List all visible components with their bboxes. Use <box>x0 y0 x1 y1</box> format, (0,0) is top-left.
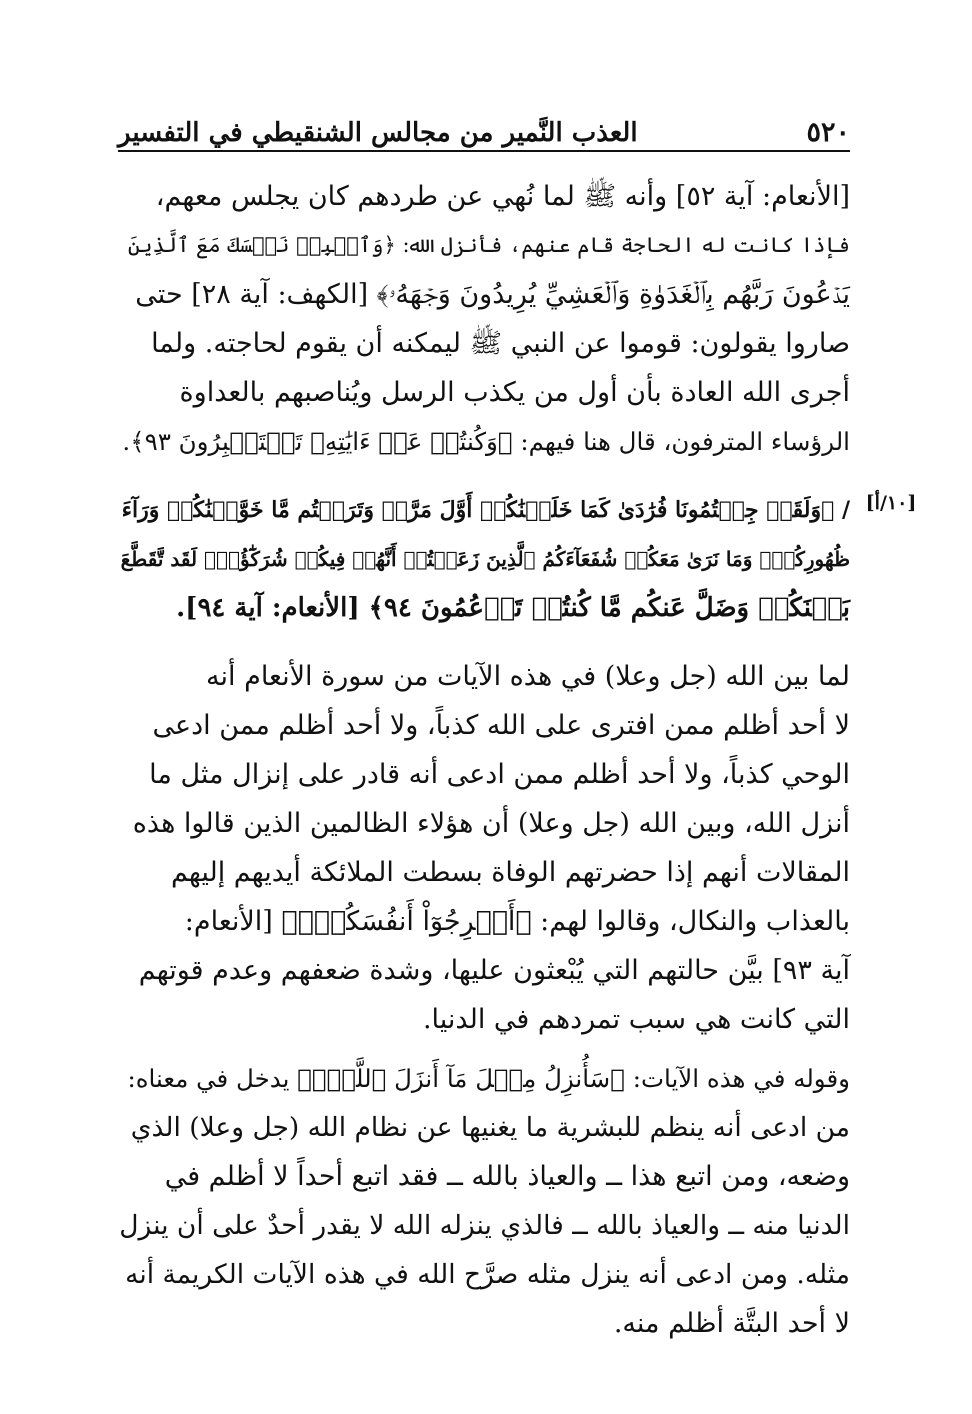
text-line: لا أحد البتَّة أظلم منه. <box>613 1308 850 1339</box>
text-line: لما بين الله (جل وعلا) في هذه الآيات من سورة الأنعام أنه <box>206 661 850 692</box>
text-line: وقوله في هذه الآيات: ﴿سَأُنزِلُ مِثۡلَ مَآ أَنزَلَ ٱللَّهُۗ﴾ يدخل في معناه: <box>127 1064 850 1093</box>
text-line: صاروا يقولون: قوموا عن النبي ﷺ ليمكنه أن يقوم لحاجته. ولما <box>151 328 850 359</box>
text-line: وضعه، ومن اتبع هذا ــ والعياذ بالله ــ فقد اتبع أحداً لا أظلم في <box>164 1161 850 1192</box>
text-line: من ادعى أنه ينظم للبشرية ما يغنيها عن نظام الله (جل وعلا) الذي <box>130 1112 850 1143</box>
text-line: فإذا كانت له الحاجة قام عنهم، فأنزل الله: ﴿وَٱصۡبِرۡ نَفۡسَكَ مَعَ ٱلَّذِينَ <box>127 233 850 257</box>
paragraph-1 <box>118 172 850 466</box>
text-line: [الأنعام: آية ٥٢] وأنه ﷺ لما نُهي عن طردهم كان يجلس معهم، <box>155 181 850 212</box>
text-line: التي كانت هي سبب تمردهم في الدنيا. <box>422 1004 850 1035</box>
verse-line: بَيۡنَكُمۡ وَضَلَّ عَنكُم مَّا كُنتُمۡ تَزۡعُمُونَ ٩٤﴾ [الأنعام: آية ٩٤]. <box>176 593 850 623</box>
running-title: العذب النَّمير من مجالس الشنقيطي في التفسير <box>118 118 638 148</box>
text-line: آية ٩٣] بيَّن حالتهم التي يُبْعثون عليها، وشدة ضعفهم وعدم قوتهم <box>138 955 850 986</box>
paragraph-4 <box>118 1054 850 1348</box>
page-header <box>118 108 850 148</box>
text-line: بالعذاب والنكال، وقالوا لهم: ﴿أَخۡرِجُوٓاْ أَنفُسَكُمُۖ﴾ [الأنعام: <box>184 906 850 937</box>
page-number: ٥٢٠ <box>806 117 850 148</box>
text-line: الدنيا منه ــ والعياذ بالله ــ فالذي ينزله الله لا يقدر أحدٌ على أن ينزل <box>119 1210 850 1241</box>
text-line: لا أحد أظلم ممن افترى على الله كذباً، ولا أحد أظلم ممن ادعى <box>152 710 850 741</box>
text-line: الرؤساء المترفون، قال هنا فيهم: ﴿وَكُنتُمۡ عَنۡ ءَايَٰتِهِۦ تَسۡتَكۡبِرُونَ ٩٣﴾. <box>122 427 850 456</box>
text-line: أنزل الله، وبين الله (جل وعلا) أن هؤلاء الظالمين الذين قالوا هذه <box>132 808 850 839</box>
text-line: مثله. ومن ادعى أنه ينزل مثله صرَّح الله في هذه الآيات الكريمة أنه <box>125 1259 850 1290</box>
text-line: أجرى الله العادة بأن أول من يكذب الرسل ويُناصبهم بالعداوة <box>179 377 850 408</box>
verse-line: / ﴿وَلَقَدۡ جِئۡتُمُونَا فُرَٰدَىٰ كَمَا خَلَقۡنَٰكُمۡ أَوَّلَ مَرَّةٖ وَتَرَكۡتُم مَّا خَوَّلۡنَٰكُمۡ وَرَآءَ <box>121 497 850 523</box>
paragraph-3 <box>118 652 850 1044</box>
verse-line: ظُهُورِكُمۡۖ وَمَا نَرَىٰ مَعَكُمۡ شُفَعَآءَكُمُ ٱلَّذِينَ زَعَمۡتُمۡ أَنَّهُمۡ فِيكُمۡ شُرَكَٰٓؤُاْۚ لَقَد تَّقَطَّعَ <box>120 547 850 571</box>
quran-verse-block <box>118 486 850 633</box>
text-line: يَدۡعُونَ رَبَّهُم بِٱلۡغَدَوٰةِ وَٱلۡعَشِيِّ يُرِيدُونَ وَجۡهَهُۥ﴾ [الكهف: آية ٢٨] حتى <box>135 279 850 310</box>
header-rule <box>118 150 850 152</box>
text-line: الوحي كذباً، ولا أحد أظلم ممن ادعى أنه قادر على إنزال مثل ما <box>149 759 850 790</box>
manuscript-folio-ref: [١٠/أ] <box>865 492 917 514</box>
text-line: المقالات أنهم إذا حضرتهم الوفاة بسطت الملائكة أيديهم إليهم <box>170 857 850 888</box>
